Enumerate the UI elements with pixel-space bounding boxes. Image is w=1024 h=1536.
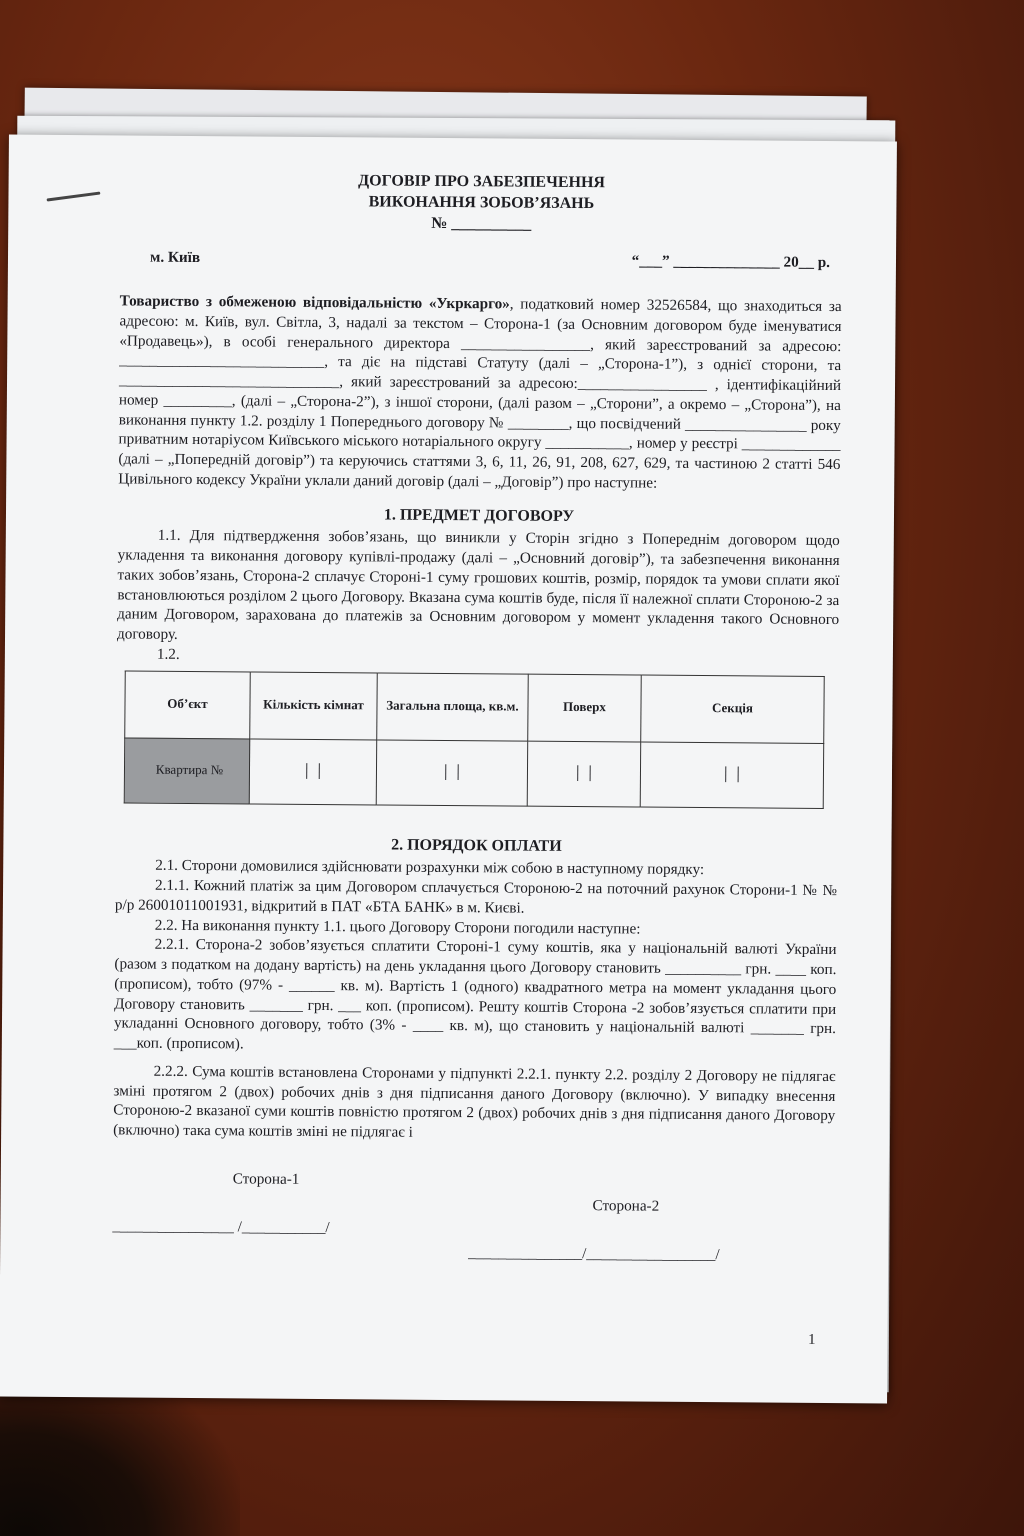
page-number: 1 bbox=[807, 1331, 816, 1348]
table-cell: │ │ bbox=[527, 741, 641, 807]
clause-2-1-1: 2.1.1. Кожний платіж за цим Договором сплачується Стороною-2 на поточний рахунок Сторони-1 № № р/р 26001011001931, відкритий в ПАТ «БТА БАНК» в м. Києві. bbox=[114, 876, 838, 917]
section-1-title: 1. ПРЕДМЕТ ДОГОВОРУ bbox=[383, 506, 575, 525]
table-header: Поверх bbox=[528, 674, 642, 742]
party-2-label: Сторона-2 bbox=[592, 1197, 660, 1215]
table-header: Загальна площа, кв.м. bbox=[377, 673, 529, 741]
intro-text: , податковий номер 32526584, що знаходиться за адресою: м. Київ, вул. Світла, 3, надалі за текстом – Сторона-1 (за Основним договором буде іменуватися «Продавець»), в особі генерального директора _________________, який зареєстрований за адресою: ___________________________, та діє на підставі Статуту (далі – „Сторона-1”), з однієї сторони, та _____________________________, який зареєстрований за адресою:_________________ , ідентифікаційний номер _________, (далі – „Сторона-2”), з іншої сторони, (далі разом – „Сторони”, а окремо – „Сторона”), на виконання пункту 1.2. розділу 1 Попереднього договору № ________, що посвідчений ________________ року приватним нотаріусом Київського міського нотаріального округу ___________, номер у реєстрі _____________ (далі – „Попередній договір”) та керуючись статтями 3, 6, 11, 26, 91, 208, 627, 629, та частиною 2 статті 546 Цивільного кодексу України уклали даний договір (далі – „Договір”) про наступне: bbox=[118, 295, 842, 492]
clause-2-2-1: 2.2.1. Сторона-2 зобов’язується сплатити Стороні-1 суму коштів, яка у національній валюті України (разом з податком на додану вартість) на день укладання цього Договору становить __________ грн. ____ коп. (прописом), тобто (97% - ______ кв. м). Вартість 1 (одного) квадратного метра на момент укладання цього Договору становить _______ грн. ___ коп. (прописом). Решту коштів Сторона -2 зобов’язується сплатити при укладанні Основного договору, тобто (3% - ____ кв. м), що становить у національній валюті _______ грн. ___коп. (прописом). bbox=[113, 936, 837, 1053]
clause-1-1: 1.1. Для підтвердження зобов’язань, що виникли у Сторін згідно з Попереднім договором щодо укладення та виконання договору купівлі-продажу (далі – „Основний договір”), та забезпечення виконання таких зобов’язань, Сторона-2 сплачує Стороні-1 суму грошових коштів, розмір, порядок та умови сплати якої встановлюються розділом 2 цього Договору. Вказана сума коштів буде, після її належної сплати Стороною-2 за даним Договором, зарахована до платежів за Основним договором у момент укладення такого Основного договору. bbox=[116, 527, 840, 644]
clause-1-2: 1.2. bbox=[156, 645, 180, 663]
table-header: Секція bbox=[641, 675, 825, 743]
table-cell: │ │ bbox=[640, 742, 824, 808]
place-date-row bbox=[120, 248, 842, 273]
signature-block bbox=[112, 1158, 835, 1274]
pen-mark bbox=[47, 192, 101, 202]
contract-number: № __________ bbox=[431, 214, 532, 233]
date: “___” ______________ 20__ р. bbox=[631, 252, 831, 272]
intro-paragraph bbox=[118, 292, 842, 495]
company-name: Товариство з обмеженою відповідальністю «Укркарго» bbox=[119, 292, 510, 313]
clause-2-2: 2.2. На виконання пункту 1.1. цього Договору Сторони погодили наступне: bbox=[154, 916, 641, 938]
table-header: Кількість кімнат bbox=[250, 672, 378, 740]
table-cell: │ │ bbox=[249, 739, 377, 805]
clause-2-2-2: 2.2.2. Сума коштів встановлена Сторонами у підпункті 2.2.1. пункту 2.2. розділу 2 Договору не підлягає зміні протягом 2 (двох) робочих днів з дня підписання даного Договору (включно). У випадку внесення Стороною-2 вказаної суми коштів повністю протягом 2 (двох) робочих днів з дня підписання даного Договору (включно) така сума коштів зміні не підлягає і bbox=[113, 1062, 836, 1141]
document-title bbox=[120, 169, 842, 237]
table-header: Об’єкт bbox=[125, 671, 251, 739]
contract-page bbox=[0, 135, 897, 1404]
clause-2-1: 2.1. Сторони домовилися здійснювати розрахунки між собою в наступному порядку: bbox=[155, 857, 705, 879]
title-line-2: ВИКОНАННЯ ЗОБОВ’ЯЗАНЬ bbox=[368, 193, 595, 212]
place: м. Київ bbox=[149, 249, 201, 267]
table-header-row bbox=[125, 671, 825, 743]
party-1-signature-line: ________________ /___________/ bbox=[112, 1217, 330, 1237]
section-2-title: 2. ПОРЯДОК ОПЛАТИ bbox=[391, 836, 562, 855]
page-content bbox=[112, 169, 843, 1274]
party-2-signature-line: _______________/_________________/ bbox=[468, 1244, 720, 1264]
object-table bbox=[124, 670, 825, 808]
table-row bbox=[124, 738, 823, 808]
table-cell: │ │ bbox=[376, 740, 528, 806]
table-cell: Квартира № bbox=[124, 738, 250, 804]
party-1-label: Сторона-1 bbox=[232, 1170, 300, 1188]
title-line-1: ДОГОВІР ПРО ЗАБЕЗПЕЧЕННЯ bbox=[358, 172, 606, 192]
